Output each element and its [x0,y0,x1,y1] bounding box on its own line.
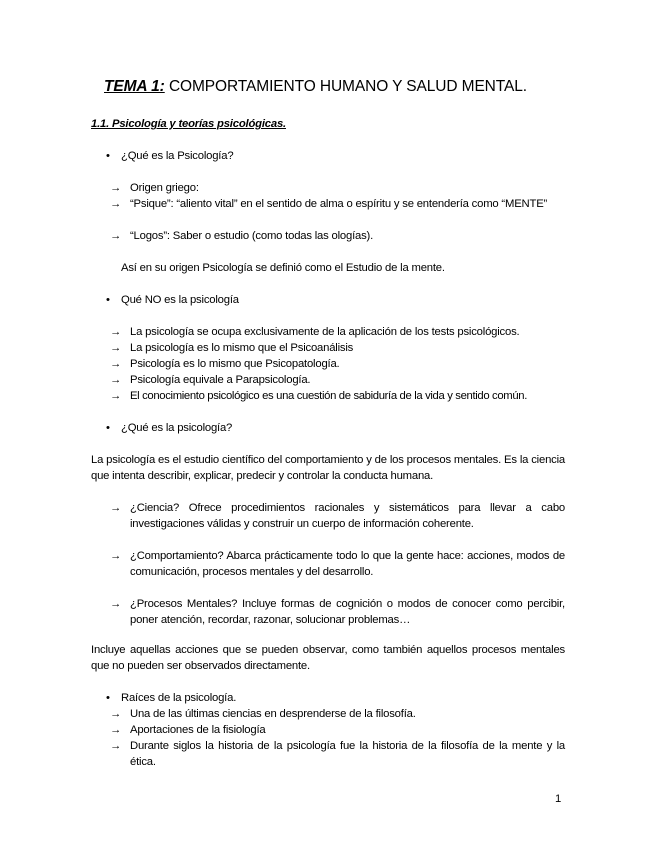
title-text: COMPORTAMIENTO HUMANO Y SALUD MENTAL. [164,78,527,95]
page-number: 1 [555,793,562,805]
arrow-icon: → [110,374,122,386]
q2-item: Psicología equivale a Parapsicología. [130,374,311,386]
definition-paragraph: La psicología es el estudio científico del comportamiento y de los procesos mentales. Es la ciencia que intenta describir, explicar, predecir y controlar la conducta humana. [91,454,565,482]
arrow-icon: → [110,550,122,562]
q3-item: ¿Ciencia? Ofrece procedimientos racionales y sistemáticos para llevar a cabo investigaciones válidas y construir un cuerpo de información coherente. [130,502,565,530]
arrow-icon: → [110,598,122,610]
section-heading: 1.1. Psicología y teorías psicológicas. [91,118,286,130]
q3-item: ¿Procesos Mentales? Incluye formas de cognición o modos de conocer como percibir, poner atención, recordar, razonar, solucionar problemas… [130,598,565,626]
q2-item: El conocimiento psicológico es una cuestión de sabiduría de la vida y sentido común. [130,390,527,402]
q1-item: “Logos”: Saber o estudio (como todas las ologías). [130,230,374,242]
q1-item: Origen griego: [130,182,199,194]
q2-bullet: Qué NO es la psicología [121,294,239,306]
arrow-icon: → [110,230,122,242]
q3-bullet: ¿Qué es la psicología? [121,422,233,434]
arrow-icon: → [110,198,122,210]
roots-item: Aportaciones de la fisiología [130,724,266,736]
bullet-icon [106,148,116,164]
arrow-icon: → [110,724,122,736]
bullet-icon [106,420,116,436]
q2-item: La psicología se ocupa exclusivamente de la aplicación de los tests psicológicos. [130,326,520,338]
arrow-icon: → [110,740,122,752]
bullet-icon [106,690,116,706]
q1-bullet: ¿Qué es la Psicología? [121,150,234,162]
conclusion-paragraph: Incluye aquellas acciones que se pueden observar, como también aquellos procesos mentales que no pueden ser observados directamente. [91,644,565,672]
arrow-icon: → [110,502,122,514]
arrow-icon: → [110,182,122,194]
arrow-icon: → [110,342,122,354]
roots-item: Una de las últimas ciencias en desprenderse de la filosofía. [130,708,416,720]
arrow-icon: → [110,326,122,338]
arrow-icon: → [110,358,122,370]
arrow-icon: → [110,708,122,720]
roots-bullet: Raíces de la psicología. [121,692,237,704]
q1-note: Así en su origen Psicología se definió como el Estudio de la mente. [121,262,445,274]
arrow-icon: → [110,390,122,402]
page-title [104,77,527,97]
q2-item: La psicología es lo mismo que el Psicoanálisis [130,342,354,354]
q1-item: “Psique”: “aliento vital” en el sentido de alma o espíritu y se entendería como “MENTE” [130,198,548,210]
bullet-icon [106,292,116,308]
q3-item: ¿Comportamiento? Abarca prácticamente todo lo que la gente hace: acciones, modos de comunicación, procesos mentales y del desarrollo. [130,550,565,578]
title-label: TEMA 1: [104,78,165,95]
roots-item: Durante siglos la historia de la psicología fue la historia de la filosofía de la mente y la ética. [130,740,565,768]
q2-item: Psicología es lo mismo que Psicopatología. [130,358,340,370]
